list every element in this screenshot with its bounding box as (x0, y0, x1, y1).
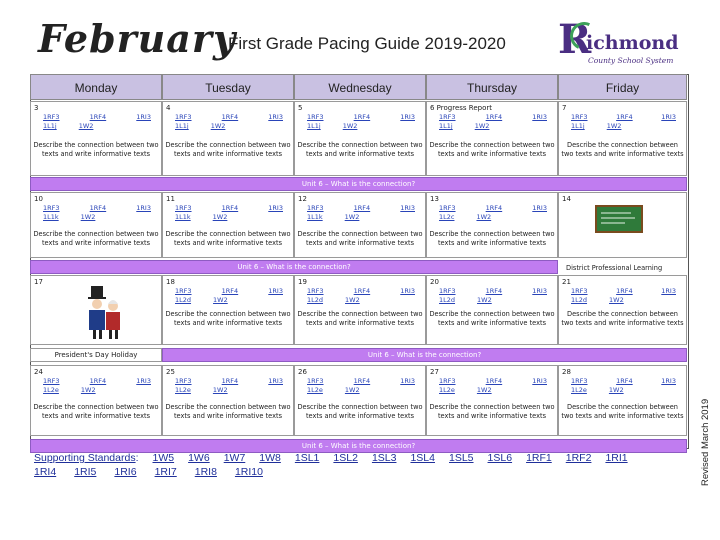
standard-link[interactable]: 1RF4 (89, 377, 107, 385)
lesson-description: Describe the connection between two texts and write informative texts (429, 403, 555, 420)
lesson-description: Describe the connection between two texts and write informative texts (429, 141, 555, 158)
day-number: 7 (562, 104, 567, 112)
standard-link[interactable]: 1RF4 (616, 377, 633, 385)
lesson-description: Describe the connection between two texts and write informative texts (297, 310, 423, 327)
standards-links (559, 113, 686, 130)
standard-link[interactable]: 1RF4 (221, 113, 239, 121)
standard-link[interactable]: 1L2e (439, 386, 455, 394)
standard-link[interactable]: 1RI3 (532, 204, 547, 212)
standard-link[interactable]: 1W8 (259, 452, 281, 464)
lesson-description: Describe the connection between two texts and write informative texts (429, 230, 555, 247)
standards-links (295, 287, 425, 304)
day-number: 10 (34, 195, 43, 203)
day-header-wednesday: Wednesday (294, 74, 426, 100)
standard-link[interactable]: 1SL6 (487, 452, 513, 464)
standard-link[interactable]: 1RF3 (43, 113, 60, 121)
standard-link[interactable]: 1L1k (307, 213, 323, 221)
standard-link[interactable]: 1W2 (212, 386, 228, 394)
day-number: 28 (562, 368, 571, 376)
standard-link[interactable]: 1RF3 (571, 287, 588, 295)
standard-link[interactable]: 1RI3 (400, 113, 415, 121)
standard-link[interactable]: 1RI3 (136, 377, 151, 385)
month-title: February (38, 16, 237, 61)
standards-links (427, 204, 557, 221)
standard-link[interactable]: 1RF4 (485, 377, 503, 385)
standard-link[interactable]: 1RF3 (439, 287, 456, 295)
standard-link[interactable]: 1L2d (571, 296, 588, 304)
day-cell (558, 192, 687, 258)
standards-links (163, 287, 293, 304)
lesson-description: Describe the connection between two texts and write informative texts (561, 403, 684, 420)
standard-link[interactable]: 1W2 (344, 213, 360, 221)
day-number: 5 (298, 104, 303, 112)
day-number: 6 Progress Report (430, 104, 492, 112)
standard-link[interactable]: 1RF4 (89, 204, 107, 212)
standard-link[interactable]: 1RI1 (605, 452, 628, 464)
standard-link[interactable]: 1L2c (439, 213, 455, 221)
standard-link[interactable]: 1RF3 (439, 204, 456, 212)
standard-link[interactable]: 1RF3 (175, 287, 192, 295)
standard-link[interactable]: 1RI3 (661, 287, 676, 295)
day-cell (558, 365, 687, 436)
standard-link[interactable]: 1RF4 (353, 287, 371, 295)
presidents-icon (81, 284, 127, 342)
standards-links (559, 377, 686, 394)
unit-banner: Unit 6 – What is the connection? (30, 177, 687, 191)
standard-link[interactable]: 1W2 (344, 386, 360, 394)
standards-links (427, 377, 557, 394)
district-logo (556, 16, 679, 72)
lesson-description: Describe the connection between two texts and write informative texts (33, 403, 159, 420)
standard-link[interactable]: 1RI3 (268, 287, 283, 295)
day-cell (30, 192, 162, 258)
standard-link[interactable]: 1W2 (212, 213, 228, 221)
lesson-description: Describe the connection between two texts and write informative texts (561, 141, 684, 158)
standard-link[interactable]: 1RF4 (485, 204, 503, 212)
day-cell (426, 275, 558, 345)
standards-links (163, 204, 293, 221)
standard-link[interactable]: 1L2e (307, 386, 323, 394)
chalkboard-icon (595, 205, 643, 235)
standard-link[interactable]: 1RF4 (616, 287, 633, 295)
standard-link[interactable]: 1RF3 (307, 377, 324, 385)
standard-link[interactable]: 1RI3 (661, 377, 676, 385)
day-cell (162, 365, 294, 436)
standard-link[interactable]: 1RI3 (400, 377, 415, 385)
day-number: 12 (298, 195, 307, 203)
standards-links (163, 377, 293, 394)
standards-links (295, 204, 425, 221)
standard-link[interactable]: 1L1j (571, 122, 585, 130)
standard-link[interactable]: 1RI8 (194, 466, 217, 478)
lesson-description: Describe the connection between two texts and write informative texts (165, 403, 291, 420)
standard-link[interactable]: 1W2 (477, 296, 492, 304)
standard-link[interactable]: 1L1k (175, 213, 191, 221)
day-header-tuesday: Tuesday (162, 74, 294, 100)
standard-link[interactable]: 1RI3 (532, 113, 547, 121)
standard-link[interactable]: 1W2 (476, 213, 492, 221)
holiday-label: President's Day Holiday (30, 348, 162, 362)
day-cell (426, 101, 558, 176)
standards-links (31, 204, 161, 221)
standard-link[interactable]: 1RI7 (154, 466, 177, 478)
standard-link[interactable]: 1L1j (175, 122, 189, 130)
day-cell (294, 101, 426, 176)
day-cell (30, 275, 162, 345)
standard-link[interactable]: 1RI5 (74, 466, 97, 478)
standard-link[interactable]: 1RF3 (307, 287, 324, 295)
day-number: 17 (34, 278, 43, 286)
lesson-description: Describe the connection between two texts and write informative texts (165, 310, 291, 327)
standard-link[interactable]: 1RI3 (136, 204, 151, 212)
standard-link[interactable]: 1RF3 (439, 377, 456, 385)
day-header-friday: Friday (558, 74, 687, 100)
standard-link[interactable]: 1RI3 (400, 204, 415, 212)
lesson-description: Describe the connection between two texts and write informative texts (165, 230, 291, 247)
standard-link[interactable]: 1W2 (476, 386, 492, 394)
standard-link[interactable]: 1RI3 (268, 377, 283, 385)
lesson-description: Describe the connection between two texts and write informative texts (165, 141, 291, 158)
standard-link[interactable]: 1W6 (188, 452, 210, 464)
day-number: 14 (562, 195, 571, 203)
standards-links (163, 113, 293, 130)
logo-letter: R (558, 16, 592, 63)
day-number: 4 (166, 104, 171, 112)
standard-link[interactable]: 1W2 (342, 122, 358, 130)
day-cell (426, 365, 558, 436)
page-subtitle: First Grade Pacing Guide 2019-2020 (228, 34, 506, 53)
standard-link[interactable]: 1L2d (175, 296, 192, 304)
day-number: 21 (562, 278, 571, 286)
standard-link[interactable]: 1RI10 (234, 466, 263, 478)
lesson-description: Describe the connection between two texts and write informative texts (429, 310, 555, 327)
day-number: 25 (166, 368, 175, 376)
standard-link[interactable]: 1RI3 (532, 377, 547, 385)
standard-link[interactable]: 1L1j (43, 122, 57, 130)
day-number: 20 (430, 278, 439, 286)
day-number: 18 (166, 278, 175, 286)
standard-link[interactable]: 1RI3 (268, 204, 283, 212)
standard-link[interactable]: 1L2e (175, 386, 191, 394)
standard-link[interactable]: 1RF4 (353, 204, 371, 212)
day-number: 3 (34, 104, 39, 112)
standard-link[interactable]: 1RI3 (268, 113, 283, 121)
unit-banner: Unit 6 – What is the connection? (30, 439, 687, 453)
lesson-description: Describe the connection between two texts and write informative texts (297, 230, 423, 247)
standard-link[interactable]: 1RF3 (439, 113, 456, 121)
standard-link[interactable]: 1RF4 (485, 287, 503, 295)
standard-link[interactable]: 1L2d (307, 296, 324, 304)
standard-link[interactable]: 1L1j (307, 122, 321, 130)
supporting-standards-label: Supporting Standards (34, 452, 136, 464)
standard-link[interactable]: 1L1k (43, 213, 59, 221)
day-number: 26 (298, 368, 307, 376)
logo-subtitle: County School System (588, 56, 674, 65)
standard-link[interactable]: 1RF4 (221, 287, 239, 295)
standard-link[interactable]: 1RF4 (353, 377, 371, 385)
supporting-standards: Supporting Standards : 1W5 1W6 1W7 1W8 1SL1 1SL2 1SL3 1SL4 1SL5 1SL6 1RF1 1RF2 1RI1 1RI4 1RI5 1RI6 1RI7 1RI8 1RI10 (34, 452, 628, 478)
lesson-description: Describe the connection between two texts and write informative texts (297, 403, 423, 420)
standard-link[interactable]: 1L2d (439, 296, 456, 304)
standard-link[interactable]: 1W2 (606, 122, 622, 130)
standard-link[interactable]: 1RF3 (307, 204, 324, 212)
day-number: 19 (298, 278, 307, 286)
standard-link[interactable]: 1W2 (80, 213, 96, 221)
day-cell (426, 192, 558, 258)
standard-link[interactable]: 1RF3 (175, 377, 192, 385)
standard-link[interactable]: 1RF3 (175, 204, 192, 212)
standards-links (295, 113, 425, 130)
standard-link[interactable]: 1RI4 (34, 466, 57, 478)
day-number: 13 (430, 195, 439, 203)
standard-link[interactable]: 1RF2 (565, 452, 592, 464)
standard-link[interactable]: 1RI3 (532, 287, 547, 295)
revision-note: Revised March 2019 (700, 398, 711, 486)
day-number: 11 (166, 195, 175, 203)
standards-links (31, 113, 161, 130)
day-cell (558, 101, 687, 176)
standards-links (31, 377, 161, 394)
standard-link[interactable]: 1L2e (43, 386, 59, 394)
standard-link[interactable]: 1W5 (152, 452, 175, 464)
standard-link[interactable]: 1SL1 (294, 452, 320, 464)
lesson-description: Describe the connection between two texts and write informative texts (561, 310, 684, 327)
day-header-monday: Monday (30, 74, 162, 100)
day-number: 24 (34, 368, 43, 376)
standard-link[interactable]: 1RF4 (221, 204, 239, 212)
standard-link[interactable]: 1RI3 (136, 113, 151, 121)
standard-link[interactable]: 1W2 (609, 296, 624, 304)
standard-link[interactable]: 1RF3 (43, 377, 60, 385)
standard-link[interactable]: 1W2 (210, 122, 226, 130)
logo-name: ichmond (586, 32, 679, 54)
day-header-thursday: Thursday (426, 74, 558, 100)
standard-link[interactable]: 1RF4 (616, 113, 633, 121)
standard-link[interactable]: 1RF4 (221, 377, 239, 385)
day-cell (162, 275, 294, 345)
standard-link[interactable]: 1W2 (608, 386, 624, 394)
lesson-description: Describe the connection between two texts and write informative texts (297, 141, 423, 158)
standard-link[interactable]: 1W2 (78, 122, 94, 130)
standard-link[interactable]: 1RI6 (114, 466, 137, 478)
standard-link[interactable]: 1W2 (474, 122, 490, 130)
standard-link[interactable]: 1RF3 (43, 204, 60, 212)
standard-link[interactable]: 1W7 (223, 452, 246, 464)
standards-links (427, 113, 557, 130)
day-cell (30, 365, 162, 436)
unit-banner: Unit 6 – What is the connection? (30, 260, 558, 274)
lesson-description: Describe the connection between two texts and write informative texts (33, 230, 159, 247)
standard-link[interactable]: 1W2 (80, 386, 96, 394)
standard-link[interactable]: 1RF3 (175, 113, 192, 121)
standard-link[interactable]: 1L2e (571, 386, 587, 394)
standard-link[interactable]: 1RI3 (400, 287, 415, 295)
day-cell (294, 365, 426, 436)
day-cell (162, 192, 294, 258)
day-number: 27 (430, 368, 439, 376)
unit-banner: Unit 6 – What is the connection? (162, 348, 687, 362)
standard-link[interactable]: 1SL3 (371, 452, 397, 464)
standard-link[interactable]: 1RF1 (526, 452, 552, 464)
day-cell (162, 101, 294, 176)
day-cell (558, 275, 687, 345)
standard-link[interactable]: 1SL5 (449, 452, 474, 464)
standards-links (559, 287, 686, 304)
standard-link[interactable]: 1L1j (439, 122, 453, 130)
standard-link[interactable]: 1RF3 (307, 113, 324, 121)
standard-link[interactable]: 1RF3 (571, 377, 588, 385)
day-cell (30, 101, 162, 176)
standard-link[interactable]: 1SL2 (333, 452, 358, 464)
standard-link[interactable]: 1RF3 (571, 113, 588, 121)
standard-link[interactable]: 1W2 (213, 296, 228, 304)
day-cell (294, 192, 426, 258)
standard-link[interactable]: 1W2 (345, 296, 360, 304)
standard-link[interactable]: 1RF4 (89, 113, 107, 121)
standard-link[interactable]: 1RI3 (661, 113, 676, 121)
professional-learning-note: District Professional Learning (566, 264, 663, 272)
standards-links (427, 287, 557, 304)
standard-link[interactable]: 1RF4 (353, 113, 371, 121)
standard-link[interactable]: 1SL4 (410, 452, 435, 464)
lesson-description: Describe the connection between two texts and write informative texts (33, 141, 159, 158)
day-cell (294, 275, 426, 345)
standards-links (295, 377, 425, 394)
standard-link[interactable]: 1RF4 (485, 113, 503, 121)
